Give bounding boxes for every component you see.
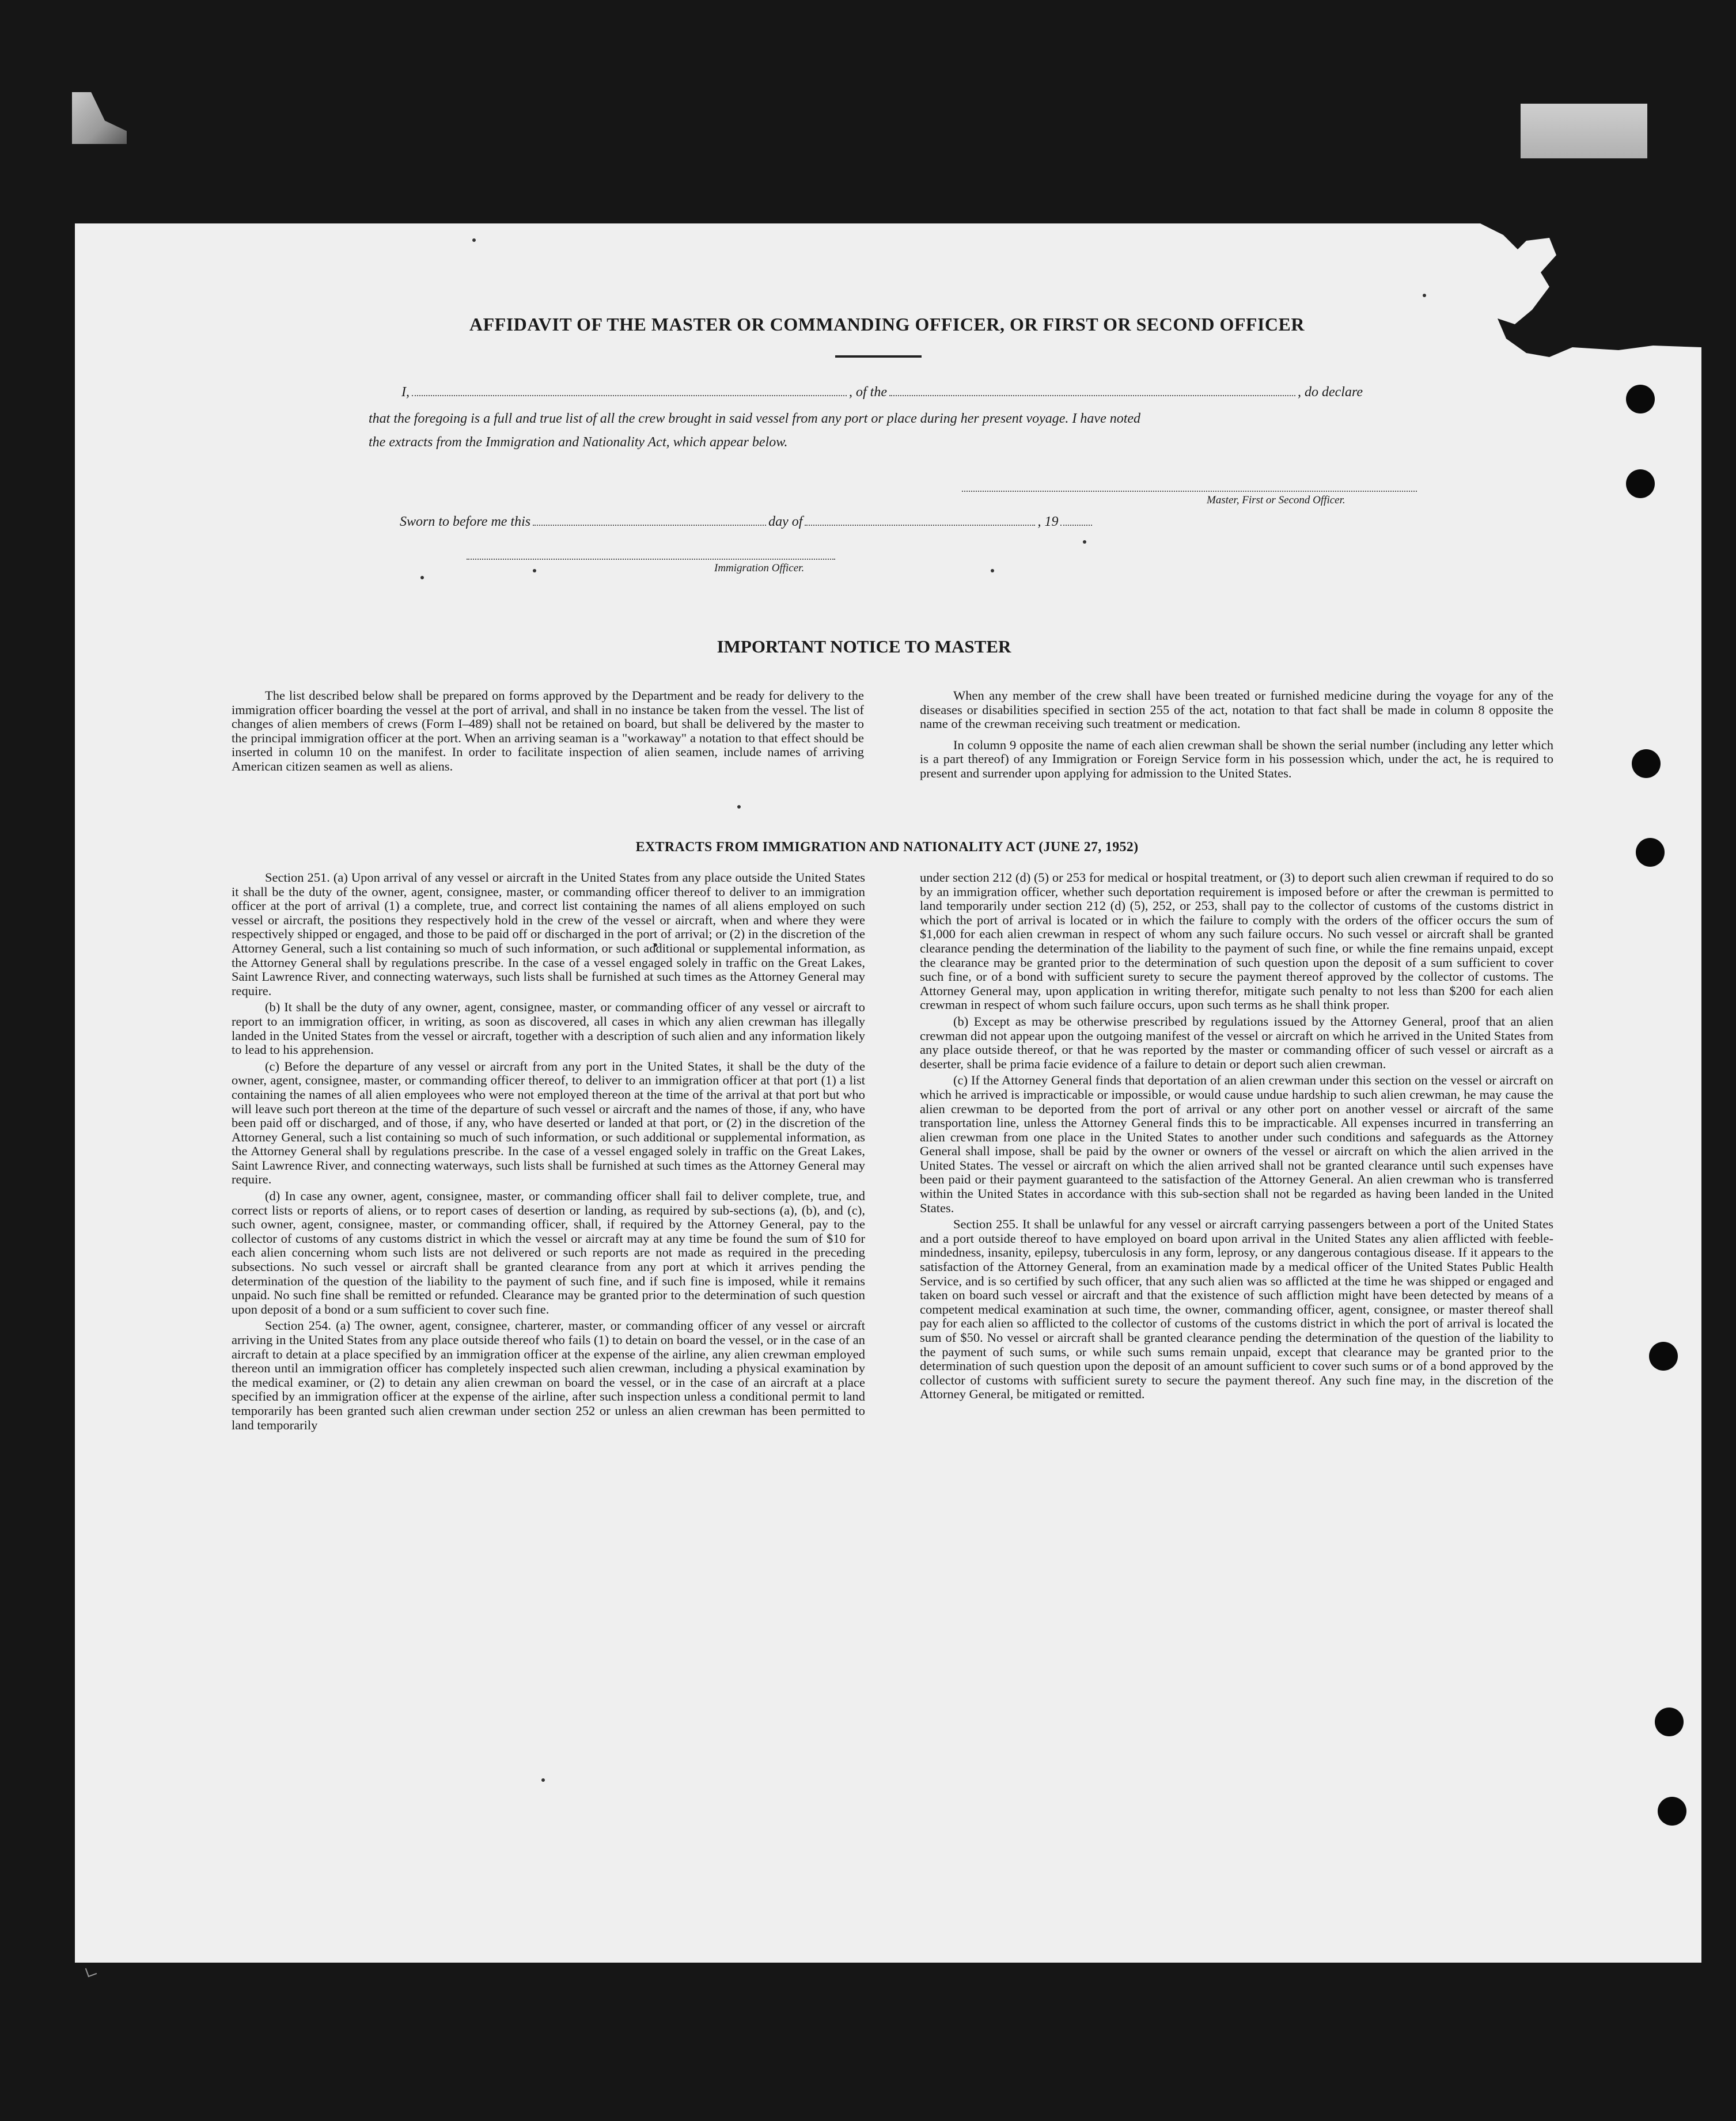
punch-hole — [1626, 385, 1655, 413]
punch-hole — [1658, 1797, 1686, 1826]
vessel-blank[interactable] — [889, 385, 1295, 396]
sworn-label: Sworn to before me this — [400, 514, 531, 529]
notice-left-column — [232, 689, 864, 776]
statement-line-1: that the foregoing is a full and true list of all the crew brought in said vessel from any port or place during her present voyage. I have noted — [369, 411, 1141, 426]
notice-right-column — [920, 689, 1553, 783]
speck — [991, 569, 994, 572]
speck — [1423, 294, 1426, 297]
i-label: I, — [401, 385, 410, 400]
section-paragraph: (c) Before the departure of any vessel or aircraft from any port in the United States, it shall be the duty of the owner, agent, consignee, master, or commanding officer thereof, to deliver to an immigration officer at that port (1) a list containing the names of all alien employees who were not employed thereon at the time of the arrival at that port but who will leave such port thereon at the time of the departure of such vessel or aircraft and the names of those, if any, who have been paid off or discharged, and of those, if any, who have deserted or landed at that port, or (2) in the discretion of the Attorney General, such a list containing so much of such information, or such additional or supplemental information, as the Attorney General shall by regulations prescribe. In the case of a vessel engaged solely in traffic on the Great Lakes, Saint Lawrence River, and connecting waterways, such lists shall be furnished at such times as the Attorney General may require. — [232, 1058, 865, 1187]
section-paragraph: under section 212 (d) (5) or 253 for medical or hospital treatment, or (3) to deport such alien crewman if required to do so by an immigration officer, whether such deportation requirement is imposed before or after the crewman is permitted to land temporarily under section 212 (d) (5), 252, or 253, shall pay to the collector of customs of the customs district in which the port of arrival is located or in which the failure to comply with the orders of the officer occurs the sum of $1,000 for each alien crewman in respect of whom any such failure occurs. No such vessel or aircraft shall be granted clearance pending the determination of the liability to the payment of such fine, or while the fine remains unpaid, except the clearance may be granted prior to the determination of such question upon the deposit of a sum sufficient to cover such fine, or of a bond with sufficient surety to secure the payment thereof approved by the collector of customs. The Attorney General may, upon application in writing therefor, mitigate such penalty to not less than $200 for each alien crewman in respect of whom such failure occurs, upon such terms as he shall think proper. — [920, 870, 1553, 1012]
notice-paragraph: In column 9 opposite the name of each alien crewman shall be shown the serial number (including any letter which is a part thereof) of any Immigration or Foreign Service form in his possession which, under the act, he is required to present and surrender upon applying for admission to the United States. — [920, 737, 1553, 780]
notice-title: IMPORTANT NOTICE TO MASTER — [717, 636, 1011, 657]
sworn-year-blank[interactable] — [1060, 514, 1092, 526]
speck — [737, 805, 741, 809]
sworn-day-blank[interactable] — [533, 514, 766, 526]
punch-hole — [1632, 749, 1661, 778]
master-signature-label: Master, First or Second Officer. — [1207, 494, 1345, 506]
affidavit-title: AFFIDAVIT OF THE MASTER OR COMMANDING OFFICER, OR FIRST OR SECOND OFFICER — [469, 314, 1305, 335]
title-rule — [835, 355, 922, 358]
declare-label: , do declare — [1298, 385, 1363, 400]
punch-hole — [1655, 1708, 1684, 1736]
statement-line-2: the extracts from the Immigration and Nationality Act, which appear below. — [369, 435, 788, 450]
extracts-left-column — [232, 871, 865, 1435]
section-paragraph: (b) Except as may be otherwise prescribed by regulations issued by the Attorney General, proof that an alien crewman did not appear upon the outgoing manifest of the vessel or aircraft on which he arrived in the United States from any place outside thereof, or that he was reported by the master or commanding officer of such vessel or aircraft as a deserter, shall be prima facie evidence of a failure to detain or deport such alien crewman. — [920, 1014, 1553, 1071]
declaration-line — [401, 385, 1363, 400]
section-paragraph: (d) In case any owner, agent, consignee, master, or commanding officer shall fail to deliver complete, true, and correct lists or reports of aliens, or to report cases of desertion or landing, as required by sub-sections (a), (b), and (c), such owner, agent, consignee, master, or commanding officer, shall, if required by the Attorney General, pay to the collector of customs of any customs district in which the vessel or aircraft may at any time be found the sum of $10 for each alien concerning whom such lists are not delivered or such reports are not made as required in the preceding subsections. No such vessel or aircraft shall be granted clearance from any port at which it arrives pending the determination of the question of the liability to the payment of such fine, and if such fine is imposed, while it remains unpaid. No such fine shall be remitted or refunded. Clearance may be granted prior to the determination of such question upon deposit of a bond or a sum sufficient to cover such fine. — [232, 1189, 865, 1316]
punch-hole — [1649, 1342, 1678, 1371]
sworn-month-blank[interactable] — [805, 514, 1035, 526]
speck — [420, 576, 424, 579]
speck — [472, 238, 476, 242]
speck — [1083, 540, 1086, 544]
day-of-label: day of — [768, 514, 803, 529]
punch-hole — [1636, 838, 1665, 867]
scan-corner-left — [72, 92, 127, 144]
name-blank[interactable] — [412, 385, 847, 396]
speck — [533, 569, 536, 572]
notice-paragraph: When any member of the crew shall have been treated or furnished medicine during the voyage for any of the diseases or disabilities specified in section 255 of the act, notation to that fact shall be made in column 8 opposite the name of the crewman receiving such treatment or medication. — [920, 688, 1553, 731]
extracts-title: EXTRACTS FROM IMMIGRATION AND NATIONALITY ACT (JUNE 27, 1952) — [635, 840, 1139, 855]
scan-mark — [85, 1966, 97, 1978]
sworn-line — [400, 514, 1094, 530]
extracts-right-column — [920, 871, 1553, 1404]
of-the-label: , of the — [849, 385, 887, 400]
section-paragraph: Section 251. (a) Upon arrival of any vessel or aircraft in the United States from any place outside the United States it shall be the duty of the owner, agent, consignee, master, or commanding officer thereof to deliver to an immigration officer at the port of arrival (1) a complete, true, and correct list containing the names of all aliens employed on such vessel or aircraft, the positions they respectively hold in the crew of the vessel or aircraft, when and where they were respectively shipped or engaged, and those to be paid off or discharged in the port of arrival; or (2) in the discretion of the Attorney General, such a list containing so much of such information, or such additional or supplemental information, as the Attorney General shall by regulations prescribe. In the case of a vessel engaged solely in traffic on the Great Lakes, Saint Lawrence River, and connecting waterways, such lists shall be furnished at such times as the Attorney General may require. — [232, 870, 865, 998]
officer-signature-label: Immigration Officer. — [714, 562, 805, 574]
section-paragraph: (c) If the Attorney General finds that deportation of an alien crewman under this section on the vessel or aircraft on which he arrived is impracticable or impossible, or would cause undue hardship to such alien crewman, he may cause the alien crewman to be deported from the port of arrival or any other port on another vessel or aircraft of the same transportation line, unless the Attorney General finds this to be impracticable. All expenses incurred in transferring an alien crewman from one place in the United States to another under such conditions and safeguards as the Attorney General shall impose, shall be paid by the owner or owners of the vessel or aircraft on which the alien arrived in the United States. The vessel or aircraft on which the alien arrived shall not be granted clearance until such expenses have been paid or their payment guaranteed to the satisfaction of the Attorney General. An alien crewman who is transferred within the United States in accordance with this sub-section shall not be regarded as having been landed in the United States. — [920, 1073, 1553, 1215]
punch-hole — [1626, 469, 1655, 498]
year-label: , 19 — [1037, 514, 1059, 529]
master-signature-line[interactable] — [962, 490, 1417, 492]
section-paragraph: (b) It shall be the duty of any owner, agent, consignee, master, or commanding officer of any vessel or aircraft to report to an immigration officer, in writing, as soon as discovered, all cases in which any alien crewman has illegally landed in the United States from the vessel or aircraft, together with a description of such alien and any information likely to lead to his apprehension. — [232, 1000, 865, 1057]
section-paragraph: Section 255. It shall be unlawful for any vessel or aircraft carrying passengers between a port of the United States and a port outside thereof to have employed on board upon arrival in the United States any alien afflicted with feeble-mindedness, insanity, epilepsy, tuberculosis in any form, leprosy, or any dangerous contagious disease. If it appears to the satisfaction of the Attorney General, from an examination made by a medical officer of the United States Public Health Service, and is so certified by such officer, that any such alien was so afflicted at the time he was shipped or engaged and taken on board such vessel or aircraft and that the existence of such affliction might have been detected by means of a competent medical examination at such time, the owner, commanding officer, agent, consignee, or master thereof shall pay for each alien so afflicted to the collector of customs of the customs district in which the port of arrival is located the sum of $50. No vessel or aircraft shall be granted clearance pending the determination of the question of the liability to the payment of such sums, or while such sums remain unpaid, except that clearance may be granted prior to the determination of such question upon the deposit of an amount sufficient to cover such sums or of a bond approved by the collector of customs with sufficient surety to secure the payment thereof. Any such fine may, in the discretion of the Attorney General, be mitigated or remitted. — [920, 1217, 1553, 1402]
scan-corner-right — [1521, 104, 1647, 158]
officer-signature-line[interactable] — [467, 557, 835, 560]
notice-paragraph: The list described below shall be prepared on forms approved by the Department and be ready for delivery to the immigration officer boarding the vessel at the port of arrival, and shall in no instance be taken from the vessel. The list of changes of alien members of crews (Form I–489) shall not be retained on board, but shall be delivered by the master to the principal immigration officer at the port. When an arriving seaman is a "workaway" a notation to that effect should be inserted in column 10 on the manifest. In order to facilitate inspection of alien seamen, include names of arriving American citizen seamen as well as aliens. — [232, 688, 864, 773]
speck — [541, 1778, 545, 1782]
section-paragraph: Section 254. (a) The owner, agent, consignee, charterer, master, or commanding officer of any vessel or aircraft arriving in the United States from any place outside thereof who fails (1) to detain on board the vessel, or in the case of an aircraft to detain at a place specified by an immigration officer at the expense of the airline, any alien crewman employed thereon until an immigration officer has completely inspected such alien crewman, including a physical examination by the medical examiner, or (2) to detain any alien crewman on board the vessel, or in the case of an aircraft at a place specified by an immigration officer at the expense of the airline, after such inspection unless a conditional permit to land temporarily has been granted such alien crewman under section 252 or unless an alien crewman has been permitted to land temporarily — [232, 1318, 865, 1432]
